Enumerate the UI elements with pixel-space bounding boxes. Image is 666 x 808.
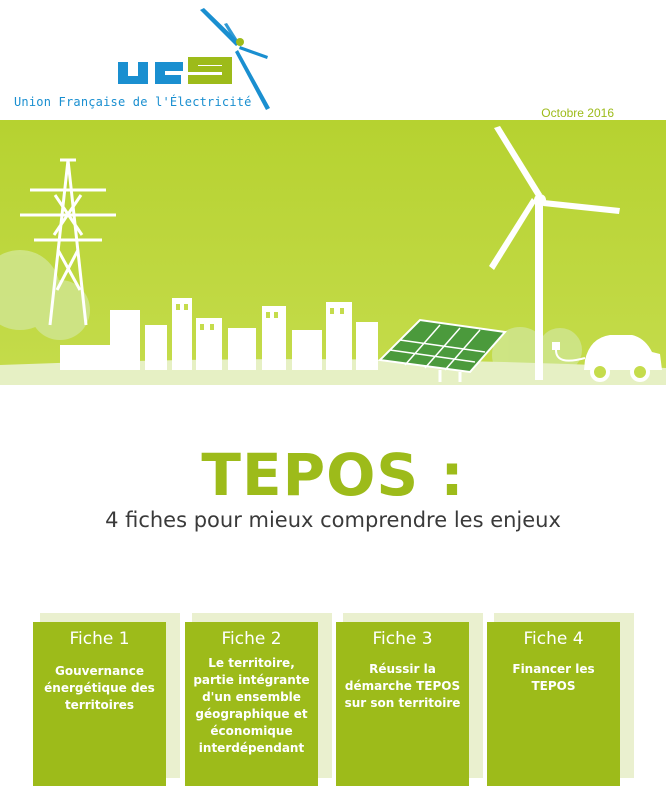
fiche-text: Financer les TEPOS [512, 662, 595, 693]
logo-subtitle: Union Française de l'Électricité [14, 95, 252, 109]
fiche-card-2[interactable] [185, 622, 318, 786]
fiche-text: Réussir la démarche TEPOS sur son territoire [344, 662, 461, 710]
fiche-text: Le territoire, partie intégrante d'un ensemble géographique et économique interdépendant [193, 656, 310, 755]
fiche-label: Fiche 1 [69, 629, 130, 649]
fiche-card-3[interactable] [336, 622, 469, 786]
fiche-label: Fiche 2 [221, 629, 282, 649]
page-subtitle: 4 fiches pour mieux comprendre les enjeux [105, 508, 561, 532]
fiche-label: Fiche 3 [372, 629, 433, 649]
date-label: Octobre 2016 [541, 106, 614, 120]
ufe-logo [0, 0, 300, 118]
fiche-label: Fiche 4 [523, 629, 584, 649]
fiche-card-1[interactable] [33, 622, 166, 786]
fiche-card-4[interactable] [487, 622, 620, 786]
page-title: TEPOS : [201, 441, 465, 509]
fiche-text: Gouvernance énergétique des territoires [44, 664, 155, 712]
energy-banner-illustration [0, 120, 666, 385]
